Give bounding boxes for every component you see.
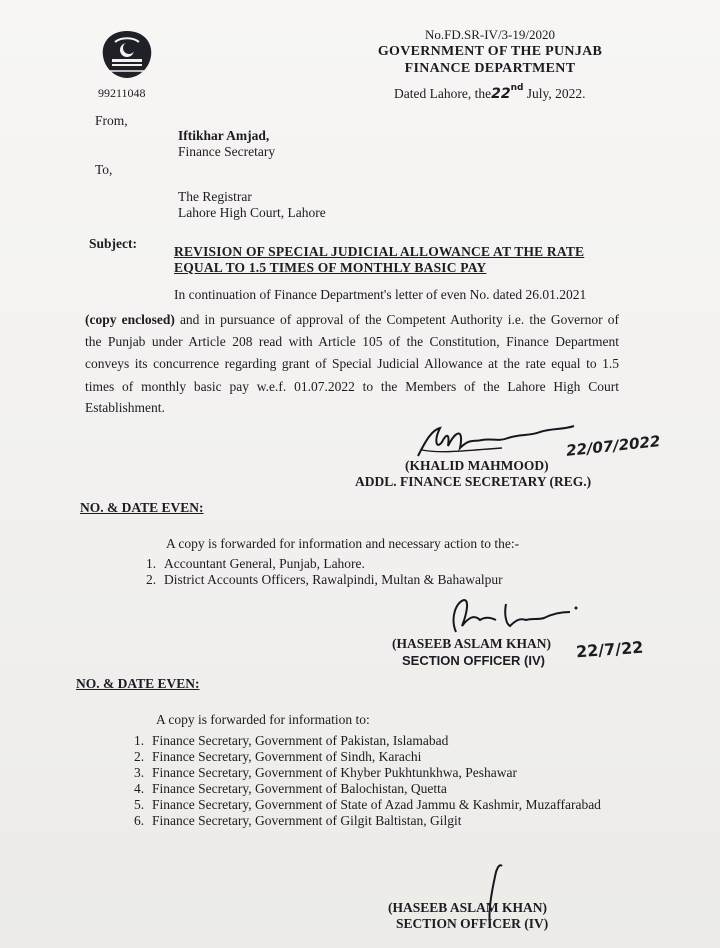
- list-item-text: Finance Secretary, Government of Sindh, Karachi: [152, 749, 422, 764]
- list-item-number: 1.: [134, 733, 145, 748]
- list-item-number: 2.: [134, 749, 145, 764]
- date-prefix: Dated Lahore, the: [394, 86, 492, 101]
- list-item-number: 2.: [146, 572, 157, 587]
- list-item-number: 1.: [146, 556, 157, 571]
- phone-number: 99211048: [98, 86, 146, 100]
- body-line-5: times of monthly basic pay w.e.f. 01.07.2022 to the Members of the Lahore High Court: [85, 379, 619, 394]
- list-item: [146, 556, 503, 572]
- list-item: [134, 781, 614, 797]
- signatory-1-name: (KHALID MAHMOOD): [405, 458, 549, 473]
- list-item-text: Finance Secretary, Government of State of Azad Jammu & Kashmir, Muzaffarabad: [152, 797, 601, 812]
- signature-2-date: 22/7/22: [575, 637, 644, 662]
- endorsement-2-heading: NO. & DATE EVEN:: [76, 676, 200, 691]
- body-line-1: In continuation of Finance Department's letter of even No. dated 26.01.2021: [174, 287, 587, 302]
- list-item: [134, 749, 614, 765]
- endorsement-1-list: [146, 556, 503, 588]
- signature-scribble-1: [412, 420, 582, 462]
- list-item-text: Finance Secretary, Government of Khyber Pukhtunkhwa, Peshawar: [152, 765, 518, 780]
- list-item-number: 5.: [134, 797, 145, 812]
- list-item-number: 4.: [134, 781, 145, 796]
- to-label: To,: [95, 162, 113, 177]
- to-address: Lahore High Court, Lahore: [178, 205, 326, 220]
- list-item-text: District Accounts Officers, Rawalpindi, Multan & Bahawalpur: [164, 572, 503, 587]
- date-rest: July, 2022.: [523, 86, 586, 101]
- signatory-2-name: (HASEEB ASLAM KHAN): [392, 636, 552, 651]
- list-item-number: 3.: [134, 765, 145, 780]
- department-name: FINANCE DEPARTMENT: [404, 61, 576, 76]
- body-line-6: Establishment.: [85, 400, 165, 415]
- subject-label: Subject:: [89, 236, 137, 251]
- subject-line-1: REVISION OF SPECIAL JUDICIAL ALLOWANCE AT THE RATE: [174, 244, 585, 259]
- date-day: 22: [491, 86, 511, 102]
- body-line-2-text: and in pursuance of approval of the Competent Authority i.e. the Governor of: [174, 312, 619, 327]
- list-item: [134, 797, 614, 813]
- list-item-text: Finance Secretary, Government of Gilgit Baltistan, Gilgit: [152, 813, 462, 828]
- date-suffix: nd: [510, 83, 524, 93]
- list-item-number: 6.: [134, 813, 145, 828]
- signatory-1-title: ADDL. FINANCE SECRETARY (REG.): [355, 474, 592, 489]
- signature-scribble-2: [440, 596, 590, 636]
- body-line-4: conveys its concurrence regarding grant of Special Judicial Allowance at the rate equal to 1.5: [85, 356, 619, 371]
- to-name: The Registrar: [178, 189, 252, 204]
- list-item: [134, 813, 614, 829]
- list-item: [146, 572, 503, 588]
- endorsement-1-heading: NO. & DATE EVEN:: [80, 500, 204, 515]
- signatory-3-title: SECTION OFFICER (IV): [396, 916, 549, 931]
- endorsement-2-intro: A copy is forwarded for information to:: [156, 712, 370, 727]
- letter-date: [394, 83, 586, 102]
- subject-line-2: EQUAL TO 1.5 TIMES OF MONTHLY BASIC PAY: [174, 260, 487, 275]
- letter-number: No.FD.SR-IV/3-19/2020: [424, 27, 555, 42]
- body-line-3: the Punjab under Article 208 read with Article 105 of the Constitution, Finance Department: [85, 334, 619, 349]
- from-name: Iftikhar Amjad,: [178, 128, 270, 143]
- signature-1-date: 22/07/2022: [565, 432, 662, 460]
- government-name: GOVERNMENT OF THE PUNJAB: [377, 44, 603, 59]
- letter-header: [370, 26, 610, 77]
- signatory-3-name: (HASEEB ASLAM KHAN): [388, 900, 548, 915]
- signatory-2-title: SECTION OFFICER (IV): [402, 653, 545, 668]
- list-item-text: Finance Secretary, Government of Pakistan, Islamabad: [152, 733, 449, 748]
- punjab-government-emblem: [97, 28, 157, 82]
- from-label: From,: [95, 113, 128, 128]
- list-item-text: Finance Secretary, Government of Balochistan, Quetta: [152, 781, 447, 796]
- list-item-text: Accountant General, Punjab, Lahore.: [164, 556, 365, 571]
- body-copy-enclosed: (copy enclosed): [85, 312, 175, 327]
- endorsement-1-intro: A copy is forwarded for information and necessary action to the:-: [166, 536, 520, 551]
- from-title: Finance Secretary: [178, 144, 276, 159]
- endorsement-2-list: [134, 733, 614, 829]
- list-item: [134, 733, 614, 749]
- body-line-2: [85, 309, 619, 331]
- list-item: [134, 765, 614, 781]
